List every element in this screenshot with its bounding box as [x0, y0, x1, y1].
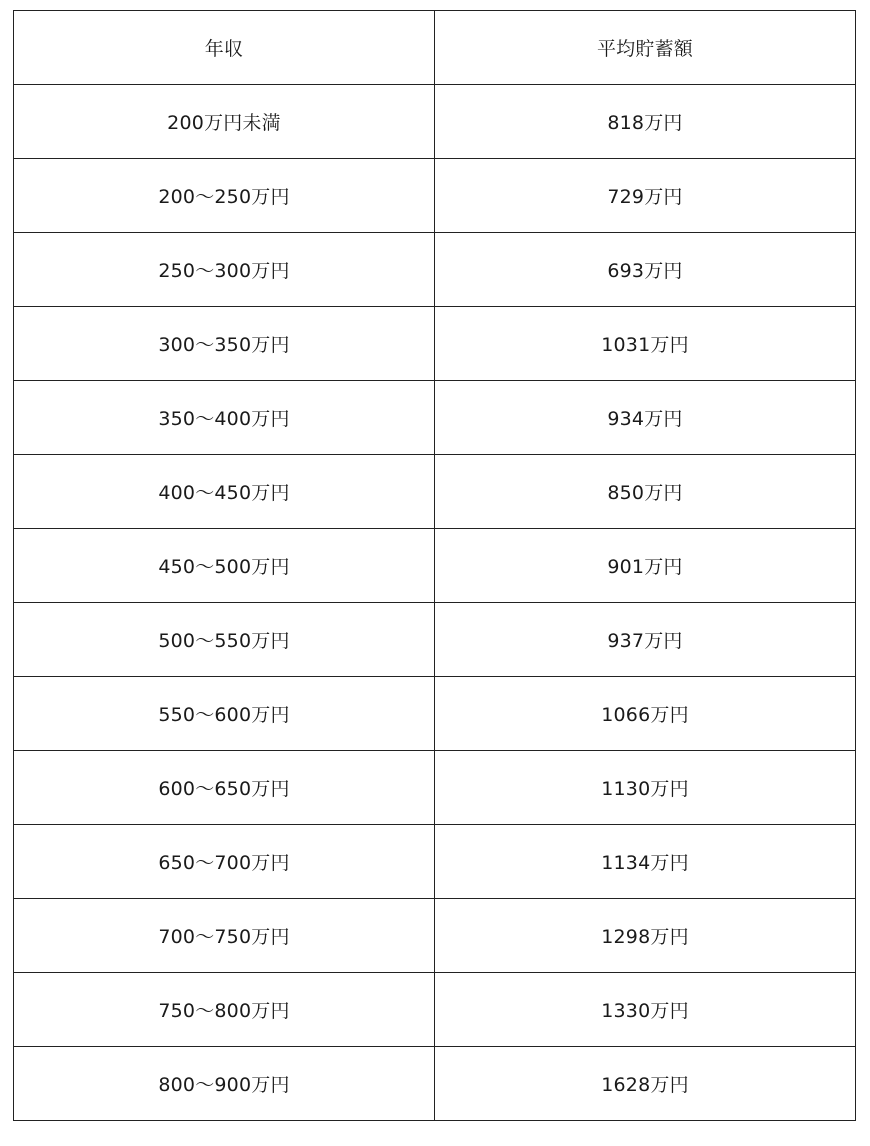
header-annual-income: 年収 — [14, 11, 435, 85]
income-cell: 300〜350万円 — [14, 307, 435, 381]
income-cell: 400〜450万円 — [14, 455, 435, 529]
income-cell: 200〜250万円 — [14, 159, 435, 233]
income-cell: 450〜500万円 — [14, 529, 435, 603]
savings-cell: 1330万円 — [435, 973, 856, 1047]
savings-cell: 1130万円 — [435, 751, 856, 825]
table-row — [14, 1047, 856, 1121]
income-cell: 800〜900万円 — [14, 1047, 435, 1121]
table-row — [14, 677, 856, 751]
savings-cell: 937万円 — [435, 603, 856, 677]
savings-cell: 818万円 — [435, 85, 856, 159]
table-row — [14, 85, 856, 159]
income-cell: 600〜650万円 — [14, 751, 435, 825]
income-cell: 550〜600万円 — [14, 677, 435, 751]
table-row — [14, 899, 856, 973]
table-row — [14, 973, 856, 1047]
income-cell: 200万円未満 — [14, 85, 435, 159]
table-row — [14, 381, 856, 455]
savings-cell: 1298万円 — [435, 899, 856, 973]
savings-cell: 729万円 — [435, 159, 856, 233]
savings-cell: 1031万円 — [435, 307, 856, 381]
table-row — [14, 159, 856, 233]
income-cell: 700〜750万円 — [14, 899, 435, 973]
income-savings-table — [13, 10, 856, 1121]
savings-cell: 693万円 — [435, 233, 856, 307]
table-row — [14, 751, 856, 825]
table-row — [14, 529, 856, 603]
table-row — [14, 603, 856, 677]
table-header-row — [14, 11, 856, 85]
income-cell: 250〜300万円 — [14, 233, 435, 307]
income-cell: 650〜700万円 — [14, 825, 435, 899]
table-row — [14, 455, 856, 529]
table-row — [14, 307, 856, 381]
savings-cell: 901万円 — [435, 529, 856, 603]
table-row — [14, 233, 856, 307]
savings-cell: 850万円 — [435, 455, 856, 529]
savings-cell: 1628万円 — [435, 1047, 856, 1121]
savings-cell: 1066万円 — [435, 677, 856, 751]
savings-table-container — [13, 10, 855, 1121]
income-cell: 750〜800万円 — [14, 973, 435, 1047]
savings-cell: 1134万円 — [435, 825, 856, 899]
table-row — [14, 825, 856, 899]
header-average-savings: 平均貯蓄額 — [435, 11, 856, 85]
income-cell: 350〜400万円 — [14, 381, 435, 455]
income-cell: 500〜550万円 — [14, 603, 435, 677]
savings-cell: 934万円 — [435, 381, 856, 455]
